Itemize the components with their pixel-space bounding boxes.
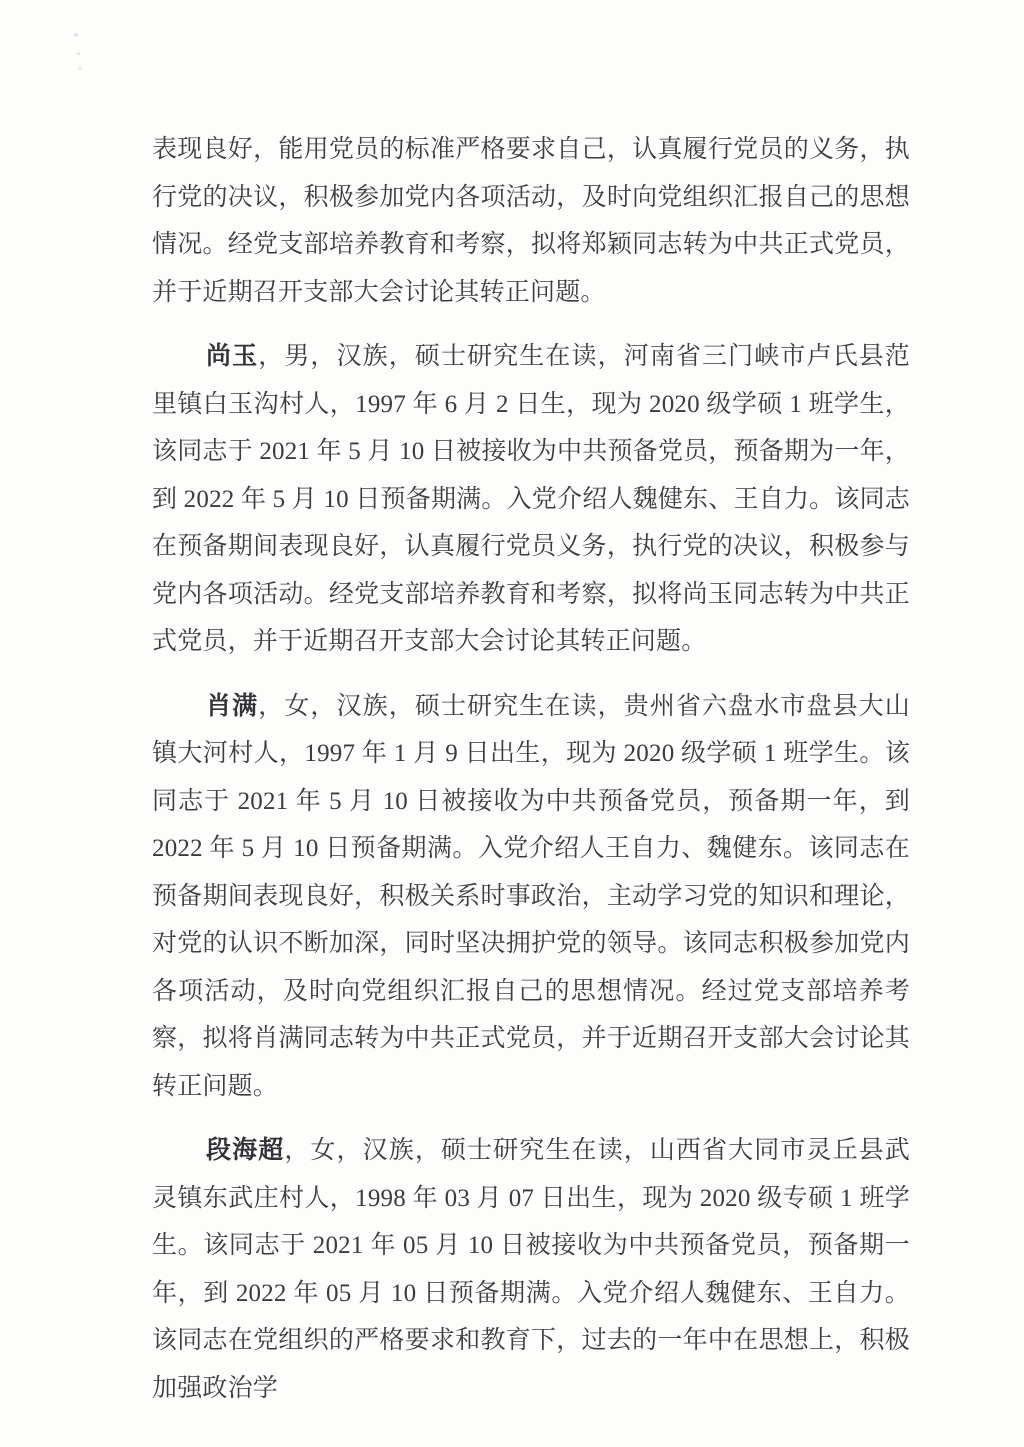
paragraph-shangyu <box>152 333 910 666</box>
paragraph-text: ，女，汉族，硕士研究生在读，山西省大同市灵丘县武灵镇东武庄村人，1998 年 03 月 07 日出生，现为 2020 级专硕 1 班学生。该同志于 2021 年 05 月 10 日被接收为中共预备党员，预备期一年，到 2022 年 05 月 10 日预备期满。入党介绍人魏健东、王自力。该同志在党组织的严格要求和教育下，过去的一年中在思想上，积极加强政治学 <box>152 1137 910 1402</box>
scan-artifact-dot <box>74 33 78 37</box>
scan-artifact-dot <box>78 67 82 70</box>
paragraph-text: ，女，汉族，硕士研究生在读，贵州省六盘水市盘县大山镇大河村人，1997 年 1 月 9 日出生，现为 2020 级学硕 1 班学生。该同志于 2021 年 5 月 10 日被接收为中共预备党员，预备期一年，到 2022 年 5 月 10 日预备期满。入党介绍人王自力、魏健东。该同志在预备期间表现良好，积极关系时事政治，主动学习党的知识和理论，对党的认识不断加深，同时坚决拥护党的领导。该同志积极参加党内各项活动，及时向党组织汇报自己的思想情况。经过党支部培养考察，拟将肖满同志转为中共正式党员，并于近期召开支部大会讨论其转正问题。 <box>152 692 910 1100</box>
member-name-lead: 肖满 <box>206 692 259 720</box>
paragraph-text: 表现良好，能用党员的标准严格要求自己，认真履行党员的义务，执行党的决议，积极参加党内各项活动，及时向党组织汇报自己的思想情况。经党支部培养教育和考察，拟将郑颖同志转为中共正式党员，并于近期召开支部大会讨论其转正问题。 <box>152 136 910 306</box>
paragraph-xiaoman <box>152 683 910 1111</box>
document-body <box>152 126 910 1429</box>
member-name-lead: 尚玉 <box>206 343 259 370</box>
scan-artifact-dot <box>77 52 80 55</box>
member-name-lead: 段海超 <box>206 1137 285 1164</box>
paragraph-duanhaichao <box>152 1127 910 1412</box>
paragraph-text: ，男，汉族，硕士研究生在读，河南省三门峡市卢氏县范里镇白玉沟村人，1997 年 6 月 2 日生，现为 2020 级学硕 1 班学生，该同志于 2021 年 5 月 10 日被接收为中共预备党员，预备期为一年，到 2022 年 5 月 10 日预备期满。入党介绍人魏健东、王自力。该同志在预备期间表现良好，认真履行党员义务，执行党的决议，积极参与党内各项活动。经党支部培养教育和考察，拟将尚玉同志转为中共正式党员，并于近期召开支部大会讨论其转正问题。 <box>152 343 910 655</box>
paragraph-zhengying-continuation <box>152 126 910 316</box>
